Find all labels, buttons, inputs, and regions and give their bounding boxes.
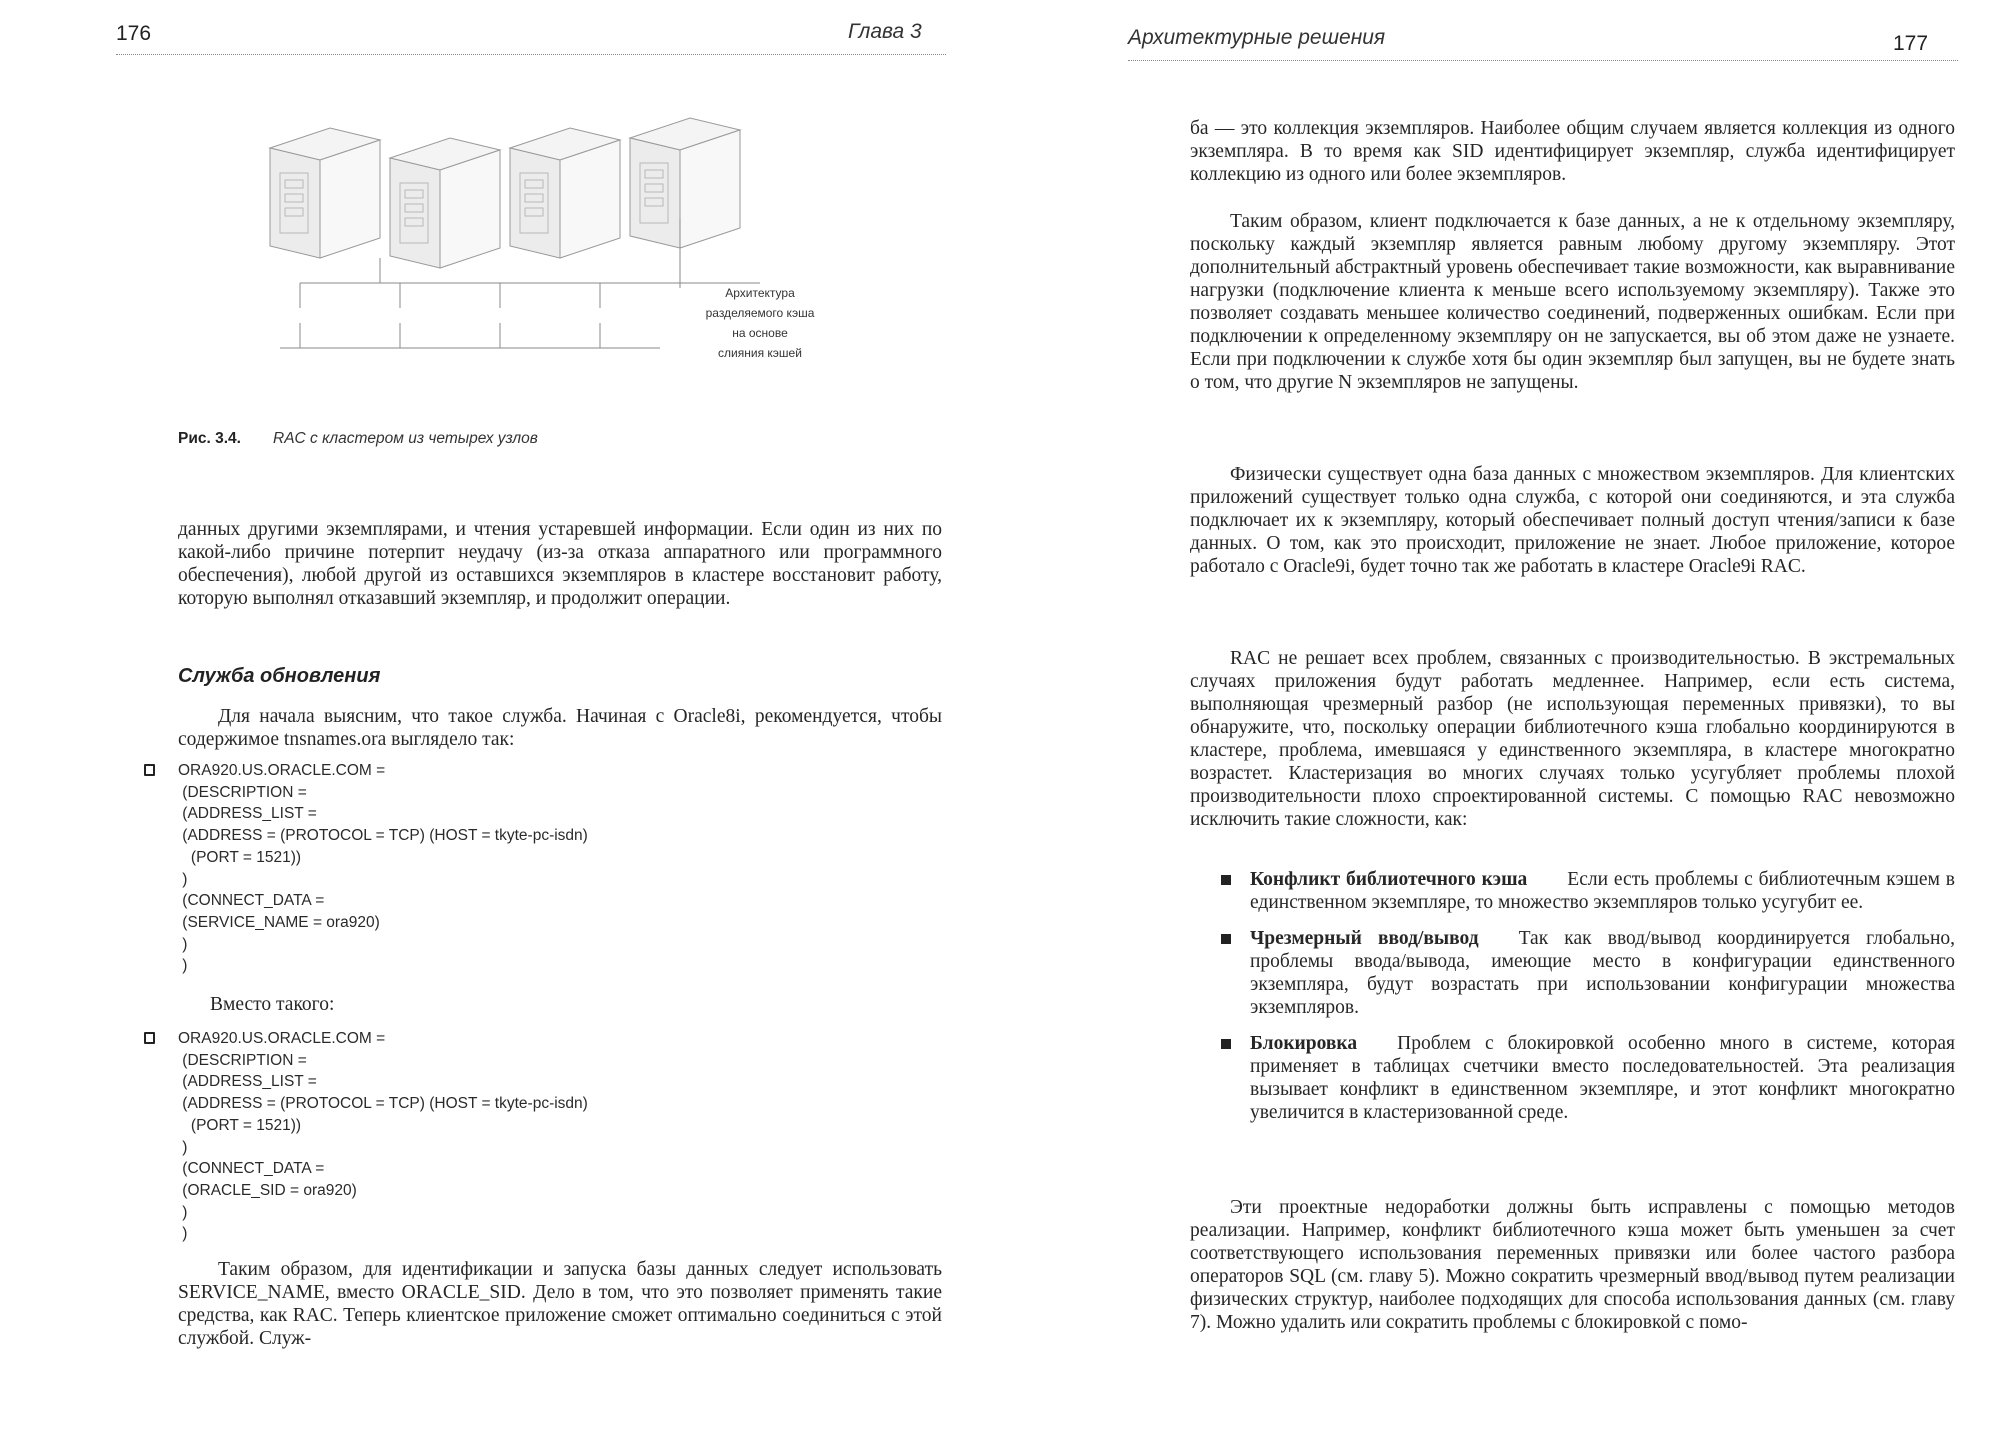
bullet-list	[1215, 868, 1955, 1137]
paragraph: Для начала выясним, что такое служба. Начиная с Oracle8i, рекомендуется, чтобы содержимое tnsnames.ora выглядело так:	[178, 706, 942, 750]
square-bullet-icon	[1221, 934, 1231, 944]
list-item-description: Проблем с блокировкой особенно много в системе, которая применяет в таблицах счетчики вместо последовательностей. Эта реализация вызывает конфликт в единственном экземпляре, и этот конфликт многократно увеличится в кластеризованной среде.	[1250, 1033, 1955, 1123]
code-line: (ADDRESS_LIST =	[178, 805, 317, 823]
right-page	[1000, 0, 2000, 1451]
figure-label-line: слияния кэшей	[718, 346, 802, 360]
header-rule	[1128, 60, 1958, 61]
figure-label-line: разделяемого кэша	[705, 306, 815, 320]
code-line: )	[178, 870, 188, 888]
list-item-description: Так как ввод/вывод координируется глобально, проблемы ввода/вывода, имеющие место в конфигурации единственного экземпляра, будут возрастать при использовании конфигурации множества экземпляров.	[1250, 928, 1955, 1018]
code-line: )	[178, 935, 188, 953]
code-line: (DESCRIPTION =	[178, 1051, 307, 1069]
list-item	[1215, 1032, 1955, 1124]
code-line: )	[178, 1225, 188, 1243]
code-line: ORA920.US.ORACLE.COM =	[178, 762, 386, 779]
code-line: (PORT = 1521))	[178, 848, 302, 866]
list-item	[1215, 927, 1955, 1019]
list-item-description: Если есть проблемы с библиотечным кэшем в единственном экземпляре, то множество экземпляров только усугубит ее.	[1250, 869, 1955, 913]
code-line: (DESCRIPTION =	[178, 783, 307, 801]
section-heading: Служба обновления	[178, 665, 381, 687]
figure-label-line: на основе	[732, 326, 788, 340]
paragraph: данных другими экземплярами, и чтения устаревшей информации. Если один из них по какой-либо причине потерпит неудачу (из-за отказа аппаратного или программного обеспечения), любой другой из оставшихся экземпляров в кластере восстановит работу, которую выполнял отказавший экземпляр, и продолжит операции.	[178, 519, 942, 609]
code-listing-icon	[144, 1032, 155, 1044]
code-line: )	[178, 1203, 188, 1221]
code-listing-oracle-sid	[178, 1028, 588, 1245]
code-line: (CONNECT_DATA =	[178, 1160, 325, 1178]
paragraph: ба — это коллекция экземпляров. Наиболее общим случаем является коллекция из одного экземпляра. В то время как SID идентифицирует экземпляр, служба идентифицирует коллекцию из одного или более экземпляров.	[1190, 118, 1955, 185]
list-item-term: Блокировка	[1250, 1033, 1358, 1054]
code-line: (CONNECT_DATA =	[178, 892, 325, 910]
square-bullet-icon	[1221, 1039, 1231, 1049]
code-line: (ADDRESS = (PROTOCOL = TCP) (HOST = tkyte-pc-isdn)	[178, 1095, 588, 1113]
list-item-text	[1250, 1032, 1955, 1124]
paragraph: Таким образом, для идентификации и запуска базы данных следует использовать SERVICE_NAME, вместо ORACLE_SID. Дело в том, что это позволяет применять такие средства, как RAC. Теперь клиентское приложение сможет оптимально соединиться с этой службой. Служ-	[178, 1259, 942, 1349]
code-listing-icon	[144, 764, 155, 776]
list-item-text	[1250, 868, 1955, 914]
list-item-text	[1250, 927, 1955, 1019]
running-head: Глава 3	[848, 20, 922, 43]
code-line: )	[178, 1138, 188, 1156]
page-number: 177	[1893, 32, 1929, 55]
code-line: (ADDRESS_LIST =	[178, 1073, 317, 1091]
code-line: (ADDRESS = (PROTOCOL = TCP) (HOST = tkyte-pc-isdn)	[178, 827, 588, 845]
code-line: (PORT = 1521))	[178, 1116, 302, 1134]
header-rule	[116, 54, 946, 55]
list-item-term: Чрезмерный ввод/вывод	[1250, 928, 1479, 949]
figure-label-line: Архитектура	[725, 286, 795, 300]
running-head: Архитектурные решения	[1128, 26, 1386, 49]
code-line: ORA920.US.ORACLE.COM =	[178, 1030, 386, 1047]
paragraph: RAC не решает всех проблем, связанных с производительностью. В экстремальных случаях приложения будут работать медленнее. Например, если есть система, выполняющая чрезмерный разбор (не использующая переменных привязки), то вы обнаружите, что, поскольку операции библиотечного кэша глобально координируются в кластере, проблема, имевшаяся у единственного экземпляра, в кластере многократно возрастет. Кластеризация во многих случаях только усугубляет проблемы плохой производительности плохо спроектированной системы. С помощью RAC невозможно исключить такие сложности, как:	[1190, 648, 1955, 830]
code-listing-service-name	[178, 760, 588, 977]
list-item	[1215, 868, 1955, 914]
paragraph: Эти проектные недоработки должны быть исправлены с помощью методов реализации. Например, конфликт библиотечного кэша может быть уменьшен за счет соответствующего использования переменных привязки или более частого разбора операторов SQL (см. главу 5). Можно сократить чрезмерный ввод/вывод путем реализации физических структур, наиболее подходящих для способа использования данных (см. главу 7). Можно удалить или сократить проблемы с блокировкой с помо-	[1190, 1197, 1955, 1333]
page-number: 176	[116, 22, 152, 45]
list-item-term: Конфликт библиотечного кэша	[1250, 869, 1528, 890]
square-bullet-icon	[1221, 875, 1231, 885]
paragraph: Физически существует одна база данных с множеством экземпляров. Для клиентских приложений существует только одна служба, с которой они соединяются, и эта служба подключает их к экземпляру, который обеспечивает полный доступ чтения/записи к базе данных. О том, как это происходит, приложение не знает. Любое приложение, которое работало с Oracle9i, будет точно так же работать в кластере Oracle9i RAC.	[1190, 464, 1955, 577]
code-line: (ORACLE_SID = ora920)	[178, 1181, 357, 1199]
paragraph: Таким образом, клиент подключается к базе данных, а не к отдельному экземпляру, поскольку каждый экземпляр является равным любому другому экземпляру. Этот дополнительный абстрактный уровень обеспечивает такие возможности, как выравнивание нагрузки (подключение клиента к меньше всего используемому экземпляру). Также это позволяет создавать меньшее количество соединений, подверженных ошибкам. Если при подключении к определенному экземпляру он не запускается, вы об этом даже не узнаете. Если при подключении к службе хотя бы один экземпляр был запущен, вы не будете знать о том, что другие N экземпляров не запущены.	[1190, 211, 1955, 393]
figure-caption-text: RAC с кластером из четырех узлов	[273, 430, 538, 447]
figure-caption-label: Рис. 3.4.	[178, 430, 241, 447]
paragraph: Вместо такого:	[210, 994, 335, 1015]
code-line: (SERVICE_NAME = ora920)	[178, 913, 380, 931]
code-line: )	[178, 957, 188, 975]
